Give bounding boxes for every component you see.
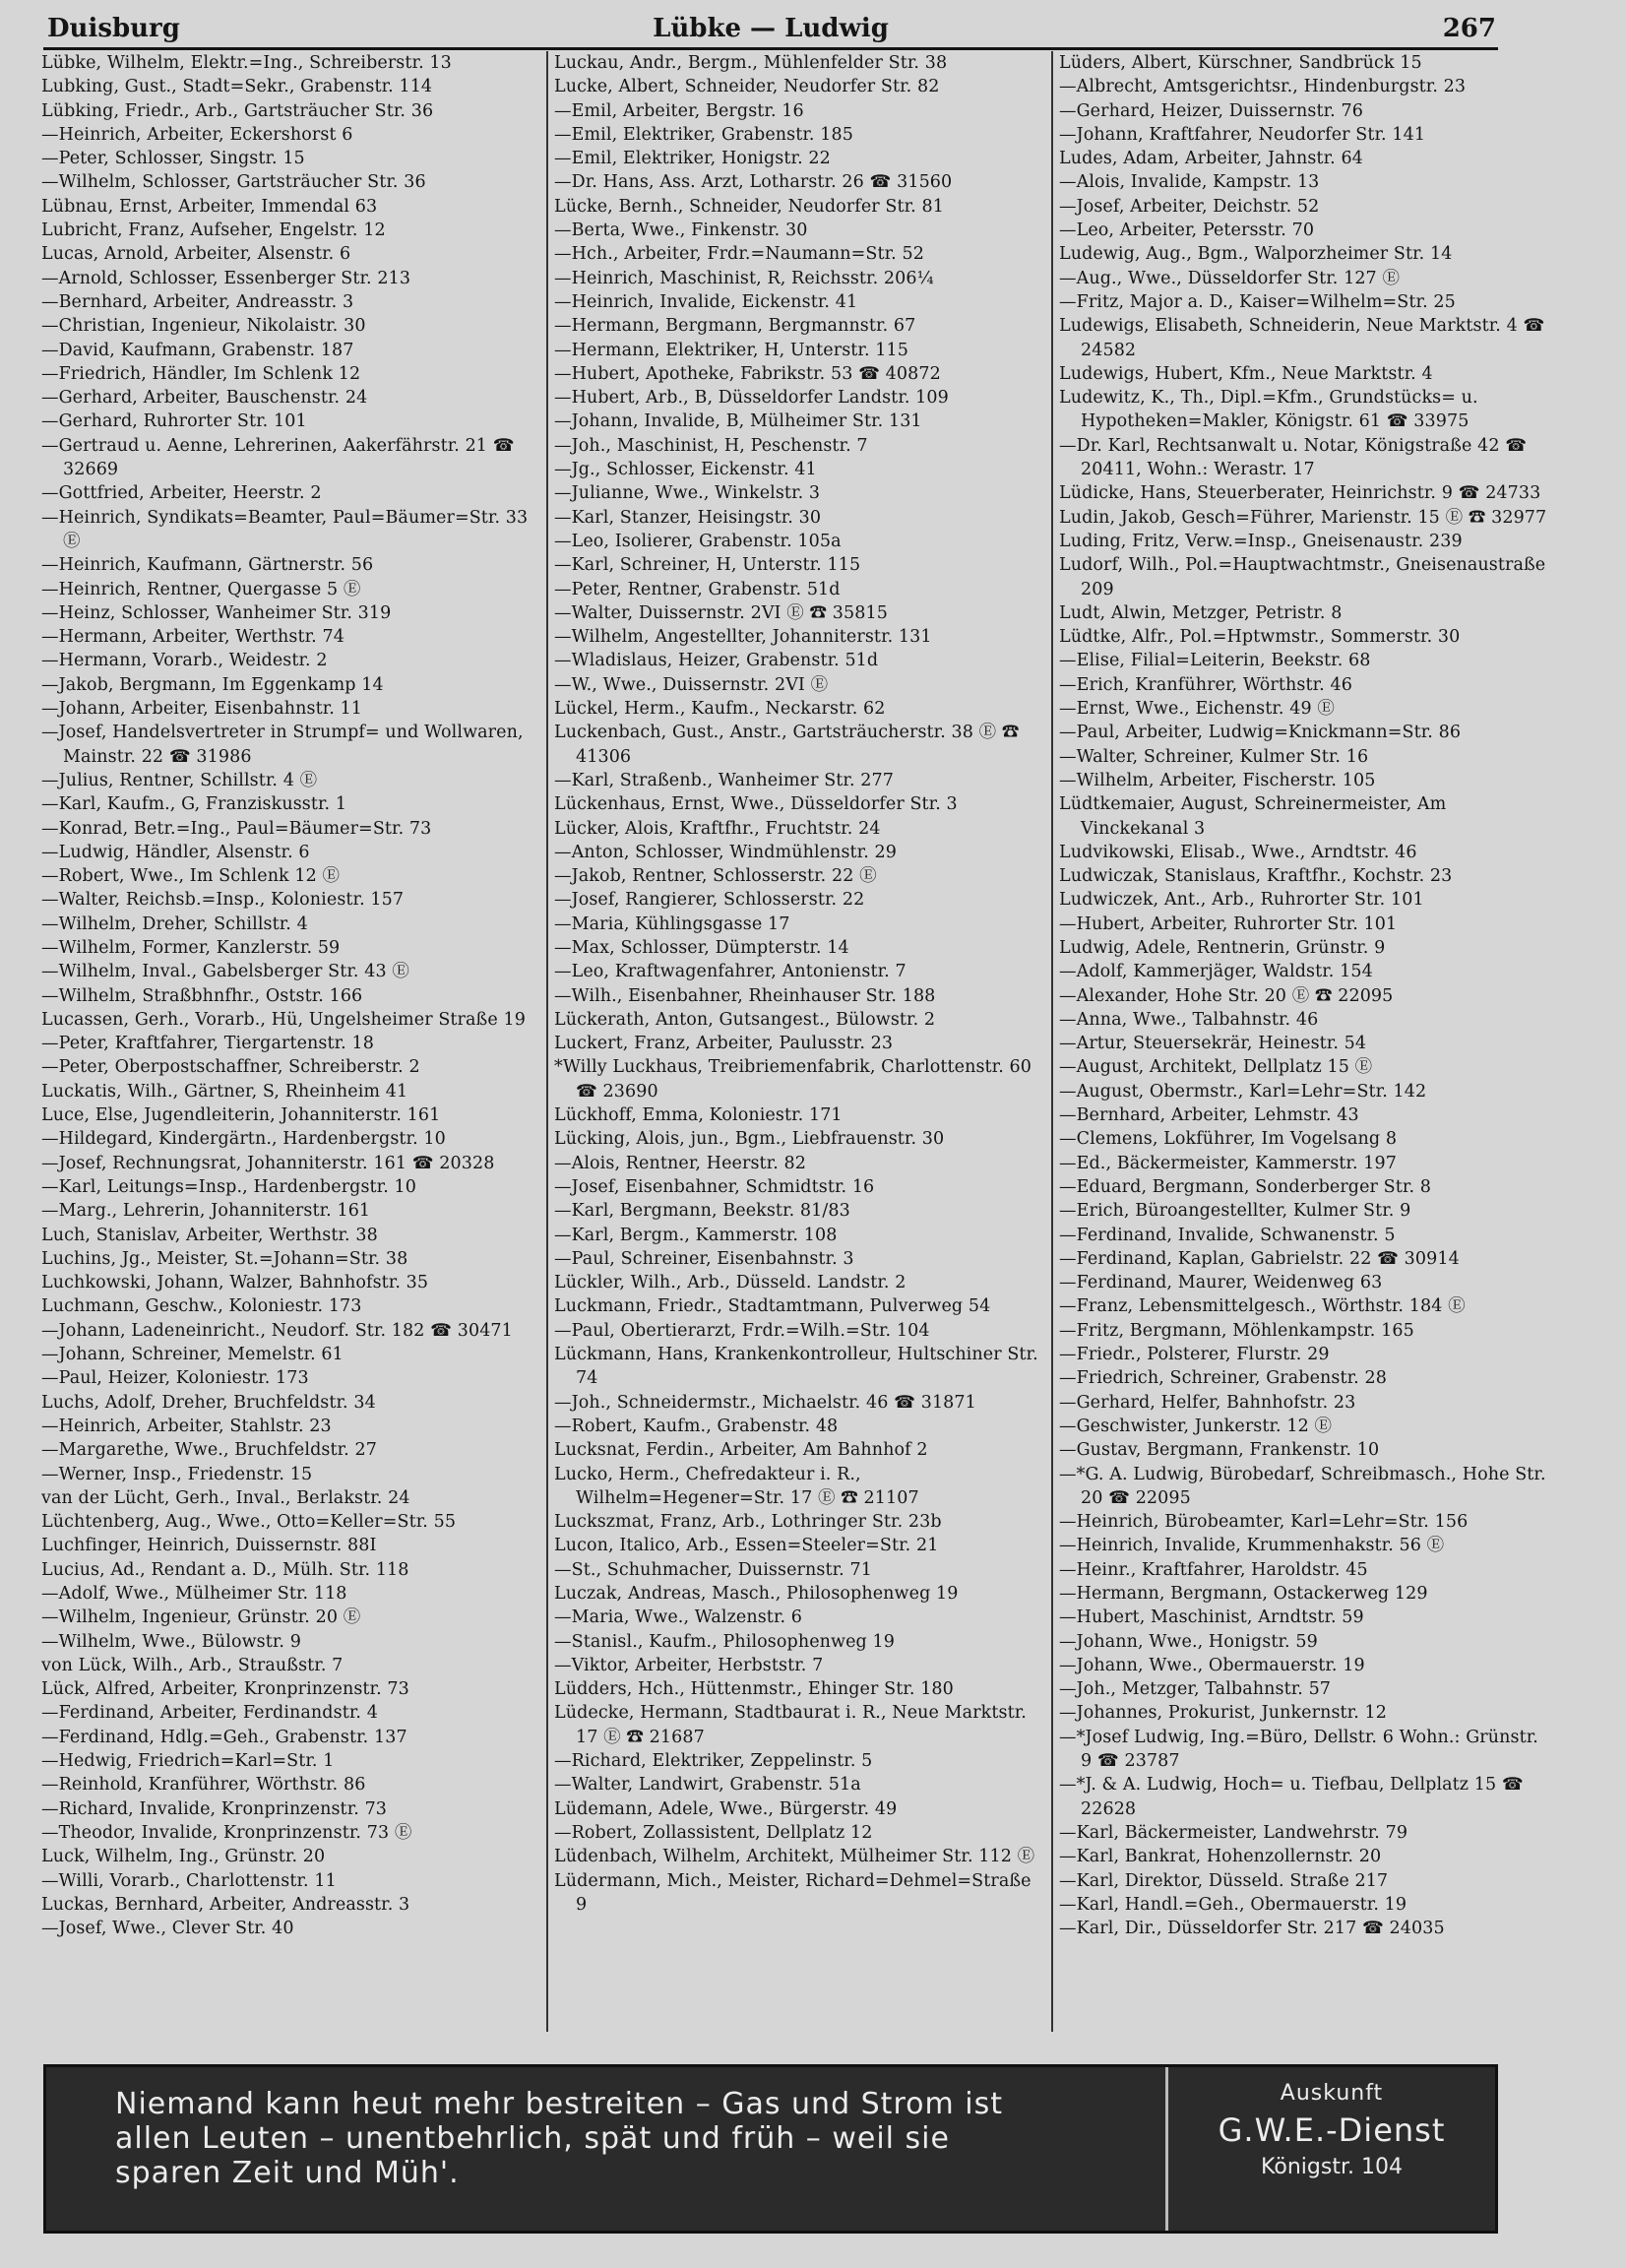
directory-entry: —Werner, Insp., Friedenstr. 15 <box>41 1464 313 1484</box>
directory-entry: —Elise, Filial=Leiterin, Beekstr. 68 <box>1059 651 1371 671</box>
directory-entry: Luckert, Franz, Arbeiter, Paulusstr. 23 <box>554 1034 894 1054</box>
directory-entry: —Ferdinand, Invalide, Schwanenstr. 5 <box>1059 1225 1396 1245</box>
directory-entry: —Gottfried, Arbeiter, Heerstr. 2 <box>41 483 322 504</box>
directory-entry: —Hermann, Bergmann, Bergmannstr. 67 <box>554 316 916 337</box>
directory-entry: —Dr. Hans, Ass. Arzt, Lotharstr. 26 ☎ 31560 <box>554 172 953 193</box>
directory-entry: —Joh., Maschinist, H, Peschenstr. 7 <box>554 435 868 456</box>
directory-entry: Luckmann, Friedr., Stadtamtmann, Pulverweg 54 <box>554 1296 991 1317</box>
directory-entry: —Adolf, Wwe., Mülheimer Str. 118 <box>41 1584 347 1604</box>
directory-entry: —Franz, Lebensmittelgesch., Wörthstr. 184 Ⓔ <box>1059 1296 1466 1317</box>
directory-entry: Luckau, Andr., Bergm., Mühlenfelder Str. 38 <box>554 53 948 73</box>
directory-entry: Ludorf, Wilh., Pol.=Hauptwachtmstr., Gneisenaustraße 209 <box>1059 555 1546 599</box>
directory-entry: Ludewig, Aug., Bgm., Walporzheimer Str. 14 <box>1059 244 1453 265</box>
directory-entry: —Emil, Elektriker, Grabenstr. 185 <box>554 124 853 145</box>
directory-entry: —Wilhelm, Arbeiter, Fischerstr. 105 <box>1059 770 1376 790</box>
directory-entry: —August, Obermstr., Karl=Lehr=Str. 142 <box>1059 1081 1427 1102</box>
directory-entry: —Johann, Schreiner, Memelstr. 61 <box>41 1345 344 1365</box>
directory-entry: —Erich, Büroangestellter, Kulmer Str. 9 <box>1059 1201 1411 1222</box>
directory-entry: —Wilhelm, Ingenieur, Grünstr. 20 Ⓔ <box>41 1607 361 1628</box>
directory-entry: —Peter, Rentner, Grabenstr. 51d <box>554 579 841 599</box>
directory-entry: —Karl, Dir., Düsseldorfer Str. 217 ☎ 24035 <box>1059 1919 1445 1939</box>
directory-entry: —Hermann, Arbeiter, Werthstr. 74 <box>41 627 344 648</box>
ad-slogan <box>46 2067 1168 2231</box>
directory-entry: —Walter, Reichsb.=Insp., Koloniestr. 157 <box>41 890 405 911</box>
directory-entry: Lucassen, Gerh., Vorarb., Hü, Ungelsheimer Straße 19 <box>41 1009 526 1030</box>
directory-entry: Lübnau, Ernst, Arbeiter, Immendal 63 <box>41 196 378 217</box>
directory-entry: —Geschwister, Junkerstr. 12 Ⓔ <box>1059 1416 1333 1436</box>
directory-entry: Lüdicke, Hans, Steuerberater, Heinrichstr. 9 ☎ 24733 <box>1059 483 1541 504</box>
directory-entry: —Adolf, Kammerjäger, Waldstr. 154 <box>1059 962 1373 982</box>
directory-entry: —Jakob, Bergmann, Im Eggenkamp 14 <box>41 674 384 695</box>
directory-entry: —Leo, Kraftwagenfahrer, Antonienstr. 7 <box>554 962 907 982</box>
directory-entry: —Heinrich, Rentner, Quergasse 5 Ⓔ <box>41 579 361 599</box>
directory-entry: Lubking, Gust., Stadt=Sekr., Grabenstr. 114 <box>41 77 433 97</box>
directory-entry: —Reinhold, Kranführer, Wörthstr. 86 <box>41 1775 366 1796</box>
directory-entry: —Friedrich, Schreiner, Grabenstr. 28 <box>1059 1368 1387 1389</box>
ad-slogan-line: Niemand kann heut mehr bestreiten – Gas und Strom ist <box>115 2087 1003 2121</box>
directory-entry: —St., Schuhmacher, Duissernstr. 71 <box>554 1559 872 1580</box>
directory-entry: —Heinrich, Kaufmann, Gärtnerstr. 56 <box>41 555 374 576</box>
directory-entry: —Alois, Rentner, Heerstr. 82 <box>554 1153 806 1173</box>
directory-entry: —Hermann, Elektriker, H, Unterstr. 115 <box>554 340 908 360</box>
directory-entry: Lucko, Herm., Chefredakteur i. R., Wilhelm=Hegener=Str. 17 Ⓔ ☎ 21107 <box>554 1464 919 1508</box>
directory-entry: —Karl, Bäckermeister, Landwehrstr. 79 <box>1059 1822 1408 1843</box>
directory-entry: —Julianne, Wwe., Winkelstr. 3 <box>554 483 821 504</box>
directory-entry: —Gerhard, Heizer, Duissernstr. 76 <box>1059 100 1363 121</box>
directory-entry: —Heinz, Schlosser, Wanheimer Str. 319 <box>41 602 392 623</box>
directory-entry: —Heinrich, Syndikats=Beamter, Paul=Bäumer=Str. 33 Ⓔ <box>41 507 529 551</box>
directory-entry: Lüdtkemaier, August, Schreinermeister, Am Vinckekanal 3 <box>1059 794 1447 839</box>
directory-entry: —Heinrich, Arbeiter, Eckershorst 6 <box>41 124 353 145</box>
directory-entry: —Emil, Arbeiter, Bergstr. 16 <box>554 100 804 121</box>
directory-entry: —Robert, Zollassistent, Dellplatz 12 <box>554 1822 873 1843</box>
directory-entry: Lüdenbach, Wilhelm, Architekt, Mülheimer Str. 112 Ⓔ <box>554 1847 1035 1867</box>
directory-entry: —Christian, Ingenieur, Nikolaistr. 30 <box>41 316 366 337</box>
header-page-number: 267 <box>1442 14 1496 43</box>
directory-entry: Luchfinger, Heinrich, Duissernstr. 88I <box>41 1536 377 1556</box>
directory-entry: Lüdecke, Hermann, Stadtbaurat i. R., Neue Marktstr. 17 Ⓔ ☎ 21687 <box>554 1703 1027 1747</box>
directory-entry: —Bernhard, Arbeiter, Lehmstr. 43 <box>1059 1105 1359 1126</box>
directory-entry: Lüders, Albert, Kürschner, Sandbrück 15 <box>1059 53 1422 73</box>
directory-entry: —Johann, Arbeiter, Eisenbahnstr. 11 <box>41 699 363 720</box>
ad-info-box <box>1168 2067 1495 2231</box>
directory-entry: —Berta, Wwe., Finkenstr. 30 <box>554 220 808 241</box>
directory-entry: —Robert, Kaufm., Grabenstr. 48 <box>554 1416 839 1436</box>
directory-entry: —Walter, Schreiner, Kulmer Str. 16 <box>1059 746 1369 767</box>
ad-info-label: Auskunft <box>1280 2081 1384 2106</box>
directory-entry: Ludt, Alwin, Metzger, Petristr. 8 <box>1059 602 1343 623</box>
directory-entry: —Johann, Kraftfahrer, Neudorfer Str. 141 <box>1059 124 1426 145</box>
directory-entry: —Hubert, Arbeiter, Ruhrorter Str. 101 <box>1059 914 1398 934</box>
directory-entry: —Peter, Kraftfahrer, Tiergartenstr. 18 <box>41 1034 374 1054</box>
ad-address: Königstr. 104 <box>1261 2155 1403 2179</box>
directory-entry: —Karl, Bergm., Kammerstr. 108 <box>554 1225 838 1245</box>
directory-entry: —Walter, Duissernstr. 2VI Ⓔ ☎ 35815 <box>554 602 888 623</box>
directory-entry: Lucon, Italico, Arb., Essen=Steeler=Str. 21 <box>554 1536 939 1556</box>
directory-entry: —Gerhard, Ruhrorter Str. 101 <box>41 411 307 432</box>
directory-entry: —Hch., Arbeiter, Frdr.=Naumann=Str. 52 <box>554 244 924 265</box>
directory-entry: Ludes, Adam, Arbeiter, Jahnstr. 64 <box>1059 149 1363 169</box>
directory-entry: Lucas, Arnold, Arbeiter, Alsenstr. 6 <box>41 244 351 265</box>
directory-columns <box>41 51 1557 2032</box>
directory-entry: —Peter, Oberpostschaffner, Schreiberstr. 2 <box>41 1057 420 1078</box>
directory-entry: —Josef, Wwe., Clever Str. 40 <box>41 1919 294 1939</box>
directory-entry: —Wilhelm, Schlosser, Gartsträucher Str. 36 <box>41 172 426 193</box>
directory-entry: —Karl, Straßenb., Wanheimer Str. 277 <box>554 770 894 790</box>
directory-entry: Lückel, Herm., Kaufm., Neckarstr. 62 <box>554 699 886 720</box>
directory-entry: —Margarethe, Wwe., Bruchfeldstr. 27 <box>41 1440 377 1461</box>
directory-entry: Lückhoff, Emma, Koloniestr. 171 <box>554 1105 843 1126</box>
directory-entry: —Gerhard, Helfer, Bahnhofstr. 23 <box>1059 1392 1356 1413</box>
directory-entry: —Johann, Wwe., Obermauerstr. 19 <box>1059 1655 1365 1675</box>
directory-entry: —Hermann, Vorarb., Weidestr. 2 <box>41 651 328 671</box>
directory-entry: —Paul, Arbeiter, Ludwig=Knickmann=Str. 86 <box>1059 723 1462 743</box>
directory-entry: —Maria, Wwe., Walzenstr. 6 <box>554 1607 803 1628</box>
directory-entry: —Hubert, Arb., B, Düsseldorfer Landstr. 109 <box>554 388 949 409</box>
directory-entry: —Wilhelm, Dreher, Schillstr. 4 <box>41 914 308 934</box>
directory-entry: —Albrecht, Amtsgerichtsr., Hindenburgstr. 23 <box>1059 77 1467 97</box>
directory-entry: Ludwig, Adele, Rentnerin, Grünstr. 9 <box>1059 937 1386 958</box>
directory-entry: —Wilhelm, Wwe., Bülowstr. 9 <box>41 1631 301 1652</box>
directory-entry: Lübke, Wilhelm, Elektr.=Ing., Schreiberstr. 13 <box>41 53 452 73</box>
directory-entry: Ludewitz, K., Th., Dipl.=Kfm., Grundstücks= u. Hypotheken=Makler, Königstr. 61 ☎ 33975 <box>1059 388 1478 432</box>
directory-entry: Lüdders, Hch., Hüttenmstr., Ehinger Str. 180 <box>554 1679 954 1700</box>
column-2 <box>546 51 1051 2032</box>
directory-entry: Ludewigs, Hubert, Kfm., Neue Marktstr. 4 <box>1059 363 1433 384</box>
directory-entry: —Anton, Schlosser, Windmühlenstr. 29 <box>554 842 898 862</box>
directory-entry: —Wladislaus, Heizer, Grabenstr. 51d <box>554 651 879 671</box>
directory-entry: —Ludwig, Händler, Alsenstr. 6 <box>41 842 310 862</box>
directory-entry: Lucksnat, Ferdin., Arbeiter, Am Bahnhof 2 <box>554 1440 928 1461</box>
directory-entry: Ludin, Jakob, Gesch=Führer, Marienstr. 15 Ⓔ ☎ 32977 <box>1059 507 1547 528</box>
directory-entry: Ludewigs, Elisabeth, Schneiderin, Neue Marktstr. 4 ☎ 24582 <box>1059 316 1545 360</box>
directory-entry: Luckenbach, Gust., Anstr., Gartsträucherstr. 38 Ⓔ ☎ 41306 <box>554 723 1020 767</box>
ad-slogan-line: sparen Zeit und Müh'. <box>115 2156 460 2190</box>
directory-entry: —Ferdinand, Kaplan, Gabrielstr. 22 ☎ 30914 <box>1059 1248 1460 1269</box>
directory-entry: —Richard, Invalide, Kronprinzenstr. 73 <box>41 1798 388 1819</box>
directory-entry: Lüdermann, Mich., Meister, Richard=Dehmel=Straße 9 <box>554 1870 1032 1915</box>
directory-entry: Lücker, Alois, Kraftfhr., Fruchtstr. 24 <box>554 818 881 839</box>
directory-entry: —Stanisl., Kaufm., Philosophenweg 19 <box>554 1631 895 1652</box>
directory-entry: —Max, Schlosser, Dümpterstr. 14 <box>554 937 849 958</box>
directory-entry: Luckatis, Wilh., Gärtner, S, Rheinheim 41 <box>41 1081 408 1102</box>
directory-entry: Lüdemann, Adele, Wwe., Bürgerstr. 49 <box>554 1798 898 1819</box>
directory-entry: —Bernhard, Arbeiter, Andreasstr. 3 <box>41 291 354 312</box>
directory-entry: —Maria, Kühlingsgasse 17 <box>554 914 790 934</box>
directory-entry: —Ferdinand, Hdlg.=Geh., Grabenstr. 137 <box>41 1727 407 1747</box>
directory-entry: —Wilhelm, Former, Kanzlerstr. 59 <box>41 937 341 958</box>
directory-entry: —Johannes, Prokurist, Junkernstr. 12 <box>1059 1703 1388 1724</box>
directory-entry: —Hubert, Apotheke, Fabrikstr. 53 ☎ 40872 <box>554 363 941 384</box>
directory-entry: —Arnold, Schlosser, Essenberger Str. 213 <box>41 268 411 288</box>
directory-entry: Luding, Fritz, Verw.=Insp., Gneisenaustr. 239 <box>1059 531 1463 551</box>
directory-entry: —*G. A. Ludwig, Bürobedarf, Schreibmasch., Hohe Str. 20 ☎ 22095 <box>1059 1464 1546 1508</box>
directory-entry: —Friedr., Polsterer, Flurstr. 29 <box>1059 1345 1330 1365</box>
directory-entry: —Erich, Kranführer, Wörthstr. 46 <box>1059 674 1352 695</box>
advertisement-banner <box>43 2064 1498 2234</box>
directory-entry: —Friedrich, Händler, Im Schlenk 12 <box>41 363 361 384</box>
directory-entry: —Aug., Wwe., Düsseldorfer Str. 127 Ⓔ <box>1059 268 1401 288</box>
directory-entry: —Johann, Wwe., Honigstr. 59 <box>1059 1631 1318 1652</box>
directory-entry: —Karl, Kaufm., G, Franziskusstr. 1 <box>41 794 347 815</box>
directory-entry: Luchkowski, Johann, Walzer, Bahnhofstr. 35 <box>41 1273 429 1293</box>
directory-entry: —Karl, Bankrat, Hohenzollernstr. 20 <box>1059 1847 1382 1867</box>
directory-entry: —Karl, Handl.=Geh., Obermauerstr. 19 <box>1059 1894 1407 1915</box>
directory-entry: —Richard, Elektriker, Zeppelinstr. 5 <box>554 1751 873 1772</box>
directory-entry: —Heinrich, Bürobeamter, Karl=Lehr=Str. 156 <box>1059 1512 1469 1533</box>
directory-entry: Lüchtenberg, Aug., Wwe., Otto=Keller=Str. 55 <box>41 1512 457 1533</box>
directory-entry: —August, Architekt, Dellplatz 15 Ⓔ <box>1059 1057 1373 1078</box>
directory-entry: Lückler, Wilh., Arb., Düsseld. Landstr. 2 <box>554 1273 907 1293</box>
directory-entry: Lückerath, Anton, Gutsangest., Bülowstr. 2 <box>554 1009 936 1030</box>
directory-entry: —Josef, Handelsvertreter in Strumpf= und Wollwaren, Mainstr. 22 ☎ 31986 <box>41 723 524 767</box>
directory-entry: —Fritz, Bergmann, Möhlenkampstr. 165 <box>1059 1320 1414 1341</box>
directory-entry: —Leo, Arbeiter, Petersstr. 70 <box>1059 220 1315 241</box>
directory-entry: —Jg., Schlosser, Eickenstr. 41 <box>554 460 817 480</box>
directory-entry: —Leo, Isolierer, Grabenstr. 105a <box>554 531 842 551</box>
column-3 <box>1051 51 1556 2032</box>
directory-entry: Luce, Else, Jugendleiterin, Johanniterstr. 161 <box>41 1105 441 1126</box>
directory-entry: —Wilhelm, Inval., Gabelsberger Str. 43 Ⓔ <box>41 962 409 982</box>
directory-entry: —Josef, Rechnungsrat, Johanniterstr. 161 ☎ 20328 <box>41 1153 495 1173</box>
directory-entry: —Viktor, Arbeiter, Herbststr. 7 <box>554 1655 824 1675</box>
directory-entry: —Walter, Landwirt, Grabenstr. 51a <box>554 1775 861 1796</box>
directory-entry: —Robert, Wwe., Im Schlenk 12 Ⓔ <box>41 866 341 887</box>
directory-entry: —Alois, Invalide, Kampstr. 13 <box>1059 172 1320 193</box>
directory-entry: —Ed., Bäckermeister, Kammerstr. 197 <box>1059 1153 1397 1173</box>
directory-entry: —Josef, Arbeiter, Deichstr. 52 <box>1059 196 1320 217</box>
header-city: Duisburg <box>47 14 180 43</box>
directory-entry: Lüdtke, Alfr., Pol.=Hptwmstr., Sommerstr. 30 <box>1059 627 1461 648</box>
directory-entry: —*J. & A. Ludwig, Hoch= u. Tiefbau, Dellplatz 15 ☎ 22628 <box>1059 1775 1524 1819</box>
directory-entry: —Marg., Lehrerin, Johanniterstr. 161 <box>41 1201 371 1222</box>
directory-entry: Lückenhaus, Ernst, Wwe., Düsseldorfer Str. 3 <box>554 794 958 815</box>
directory-entry: Luch, Stanislav, Arbeiter, Werthstr. 38 <box>41 1225 378 1245</box>
directory-entry: —Ernst, Wwe., Eichenstr. 49 Ⓔ <box>1059 699 1335 720</box>
directory-entry: —Karl, Schreiner, H, Unterstr. 115 <box>554 555 861 576</box>
directory-entry: Ludwiczak, Stanislaus, Kraftfhr., Kochstr. 23 <box>1059 866 1453 887</box>
directory-entry: Luckszmat, Franz, Arb., Lothringer Str. 23b <box>554 1512 942 1533</box>
directory-entry: —Theodor, Invalide, Kronprinzenstr. 73 Ⓔ <box>41 1822 412 1843</box>
directory-entry: von Lück, Wilh., Arb., Straußstr. 7 <box>41 1655 344 1675</box>
column-1 <box>41 51 546 2032</box>
directory-entry: —W., Wwe., Duissernstr. 2VI Ⓔ <box>554 674 829 695</box>
directory-entry: Lücking, Alois, jun., Bgm., Liebfrauenstr. 30 <box>554 1129 945 1150</box>
directory-entry: —Ferdinand, Arbeiter, Ferdinandstr. 4 <box>41 1703 378 1724</box>
directory-entry: Luchs, Adolf, Dreher, Bruchfeldstr. 34 <box>41 1392 376 1413</box>
directory-entry: *Willy Luckhaus, Treibriemenfabrik, Charlottenstr. 60 ☎ 23690 <box>554 1057 1032 1102</box>
directory-entry: Lückmann, Hans, Krankenkontrolleur, Hultschiner Str. 74 <box>554 1345 1038 1389</box>
directory-entry: —Paul, Schreiner, Eisenbahnstr. 3 <box>554 1248 854 1269</box>
directory-entry: —Heinrich, Arbeiter, Stahlstr. 23 <box>41 1416 332 1436</box>
directory-entry: —Hubert, Maschinist, Arndtstr. 59 <box>1059 1607 1364 1628</box>
directory-entry: Ludvikowski, Elisab., Wwe., Arndtstr. 46 <box>1059 842 1417 862</box>
directory-entry: Luchins, Jg., Meister, St.=Johann=Str. 38 <box>41 1248 408 1269</box>
directory-entry: —Gertraud u. Aenne, Lehrerinen, Aakerfährstr. 21 ☎ 32669 <box>41 435 515 480</box>
ad-slogan-line: allen Leuten – unentbehrlich, spät und früh – weil sie <box>115 2121 950 2156</box>
directory-entry: Ludwiczek, Ant., Arb., Ruhrorter Str. 101 <box>1059 890 1424 911</box>
directory-entry: —Hildegard, Kindergärtn., Hardenbergstr. 10 <box>41 1129 446 1150</box>
directory-entry: Lück, Alfred, Arbeiter, Kronprinzenstr. 73 <box>41 1679 409 1700</box>
directory-entry: —Hermann, Bergmann, Ostackerweg 129 <box>1059 1584 1428 1604</box>
directory-entry: van der Lücht, Gerh., Inval., Berlakstr. 24 <box>41 1487 410 1508</box>
directory-entry: —Jakob, Rentner, Schlosserstr. 22 Ⓔ <box>554 866 877 887</box>
directory-entry: —Karl, Stanzer, Heisingstr. 30 <box>554 507 822 528</box>
ad-company: G.W.E.-Dienst <box>1218 2111 1446 2149</box>
directory-entry: —Fritz, Major a. D., Kaiser=Wilhelm=Str. 25 <box>1059 291 1456 312</box>
directory-entry: —Wilh., Eisenbahner, Rheinhauser Str. 188 <box>554 985 936 1006</box>
directory-entry: —Heinrich, Invalide, Krummenhakstr. 56 Ⓔ <box>1059 1536 1445 1556</box>
directory-entry: Luck, Wilhelm, Ing., Grünstr. 20 <box>41 1847 326 1867</box>
directory-entry: —Karl, Direktor, Düsseld. Straße 217 <box>1059 1870 1389 1891</box>
directory-entry: —Johann, Ladeneinricht., Neudorf. Str. 182 ☎ 30471 <box>41 1320 513 1341</box>
directory-entry: —Emil, Elektriker, Honigstr. 22 <box>554 149 831 169</box>
directory-entry: —Wilhelm, Straßbhnfhr., Oststr. 166 <box>41 985 363 1006</box>
directory-entry: —Paul, Heizer, Koloniestr. 173 <box>41 1368 309 1389</box>
directory-entry: —*Josef Ludwig, Ing.=Büro, Dellstr. 6 Wohn.: Grünstr. 9 ☎ 23787 <box>1059 1727 1538 1772</box>
directory-entry: —Heinrich, Invalide, Eickenstr. 41 <box>554 291 858 312</box>
directory-entry: —Konrad, Betr.=Ing., Paul=Bäumer=Str. 73 <box>41 818 432 839</box>
directory-entry: Luchmann, Geschw., Koloniestr. 173 <box>41 1296 362 1317</box>
directory-entry: —Eduard, Bergmann, Sonderberger Str. 8 <box>1059 1176 1432 1197</box>
directory-entry: —Wilhelm, Angestellter, Johanniterstr. 131 <box>554 627 932 648</box>
directory-entry: —Gustav, Bergmann, Frankenstr. 10 <box>1059 1440 1380 1461</box>
directory-entry: —David, Kaufmann, Grabenstr. 187 <box>41 340 354 360</box>
directory-entry: Luczak, Andreas, Masch., Philosophenweg 19 <box>554 1584 959 1604</box>
directory-entry: —Clemens, Lokführer, Im Vogelsang 8 <box>1059 1129 1398 1150</box>
directory-entry: Lubricht, Franz, Aufseher, Engelstr. 12 <box>41 220 386 241</box>
directory-entry: Lucius, Ad., Rendant a. D., Mülh. Str. 118 <box>41 1559 409 1580</box>
directory-entry: —Artur, Steuersekrär, Heinestr. 54 <box>1059 1034 1367 1054</box>
directory-entry: —Hedwig, Friedrich=Karl=Str. 1 <box>41 1751 335 1772</box>
directory-entry: Luckas, Bernhard, Arbeiter, Andreasstr. 3 <box>41 1894 410 1915</box>
directory-entry: Lücke, Bernh., Schneider, Neudorfer Str. 81 <box>554 196 944 217</box>
directory-entry: —Joh., Schneidermstr., Michaelstr. 46 ☎ 31871 <box>554 1392 976 1413</box>
directory-entry: —Willi, Vorarb., Charlottenstr. 11 <box>41 1870 337 1891</box>
directory-entry: —Ferdinand, Maurer, Weidenweg 63 <box>1059 1273 1383 1293</box>
directory-entry: —Heinr., Kraftfahrer, Haroldstr. 45 <box>1059 1559 1368 1580</box>
directory-entry: —Karl, Bergmann, Beekstr. 81/83 <box>554 1201 850 1222</box>
directory-entry: —Joh., Metzger, Talbahnstr. 57 <box>1059 1679 1332 1700</box>
directory-entry: —Anna, Wwe., Talbahnstr. 46 <box>1059 1009 1319 1030</box>
directory-entry: —Johann, Invalide, B, Mülheimer Str. 131 <box>554 411 922 432</box>
directory-entry: —Josef, Eisenbahner, Schmidtstr. 16 <box>554 1176 875 1197</box>
directory-entry: —Julius, Rentner, Schillstr. 4 Ⓔ <box>41 770 318 790</box>
directory-entry: —Josef, Rangierer, Schlosserstr. 22 <box>554 890 865 911</box>
directory-entry: —Karl, Leitungs=Insp., Hardenbergstr. 10 <box>41 1176 417 1197</box>
page-header <box>43 8 1498 50</box>
directory-entry: Lübking, Friedr., Arb., Gartsträucher Str. 36 <box>41 100 434 121</box>
directory-entry: —Heinrich, Maschinist, R, Reichsstr. 206¼ <box>554 268 934 288</box>
directory-entry: Lucke, Albert, Schneider, Neudorfer Str. 82 <box>554 77 940 97</box>
header-name-range: Lübke — Ludwig <box>653 14 889 43</box>
directory-entry: —Paul, Obertierarzt, Frdr.=Wilh.=Str. 104 <box>554 1320 930 1341</box>
directory-entry: —Peter, Schlosser, Singstr. 15 <box>41 149 305 169</box>
directory-entry: —Gerhard, Arbeiter, Bauschenstr. 24 <box>41 388 368 409</box>
directory-entry: —Dr. Karl, Rechtsanwalt u. Notar, Königstraße 42 ☎ 20411, Wohn.: Werastr. 17 <box>1059 435 1528 480</box>
directory-entry: —Alexander, Hohe Str. 20 Ⓔ ☎ 22095 <box>1059 985 1394 1006</box>
